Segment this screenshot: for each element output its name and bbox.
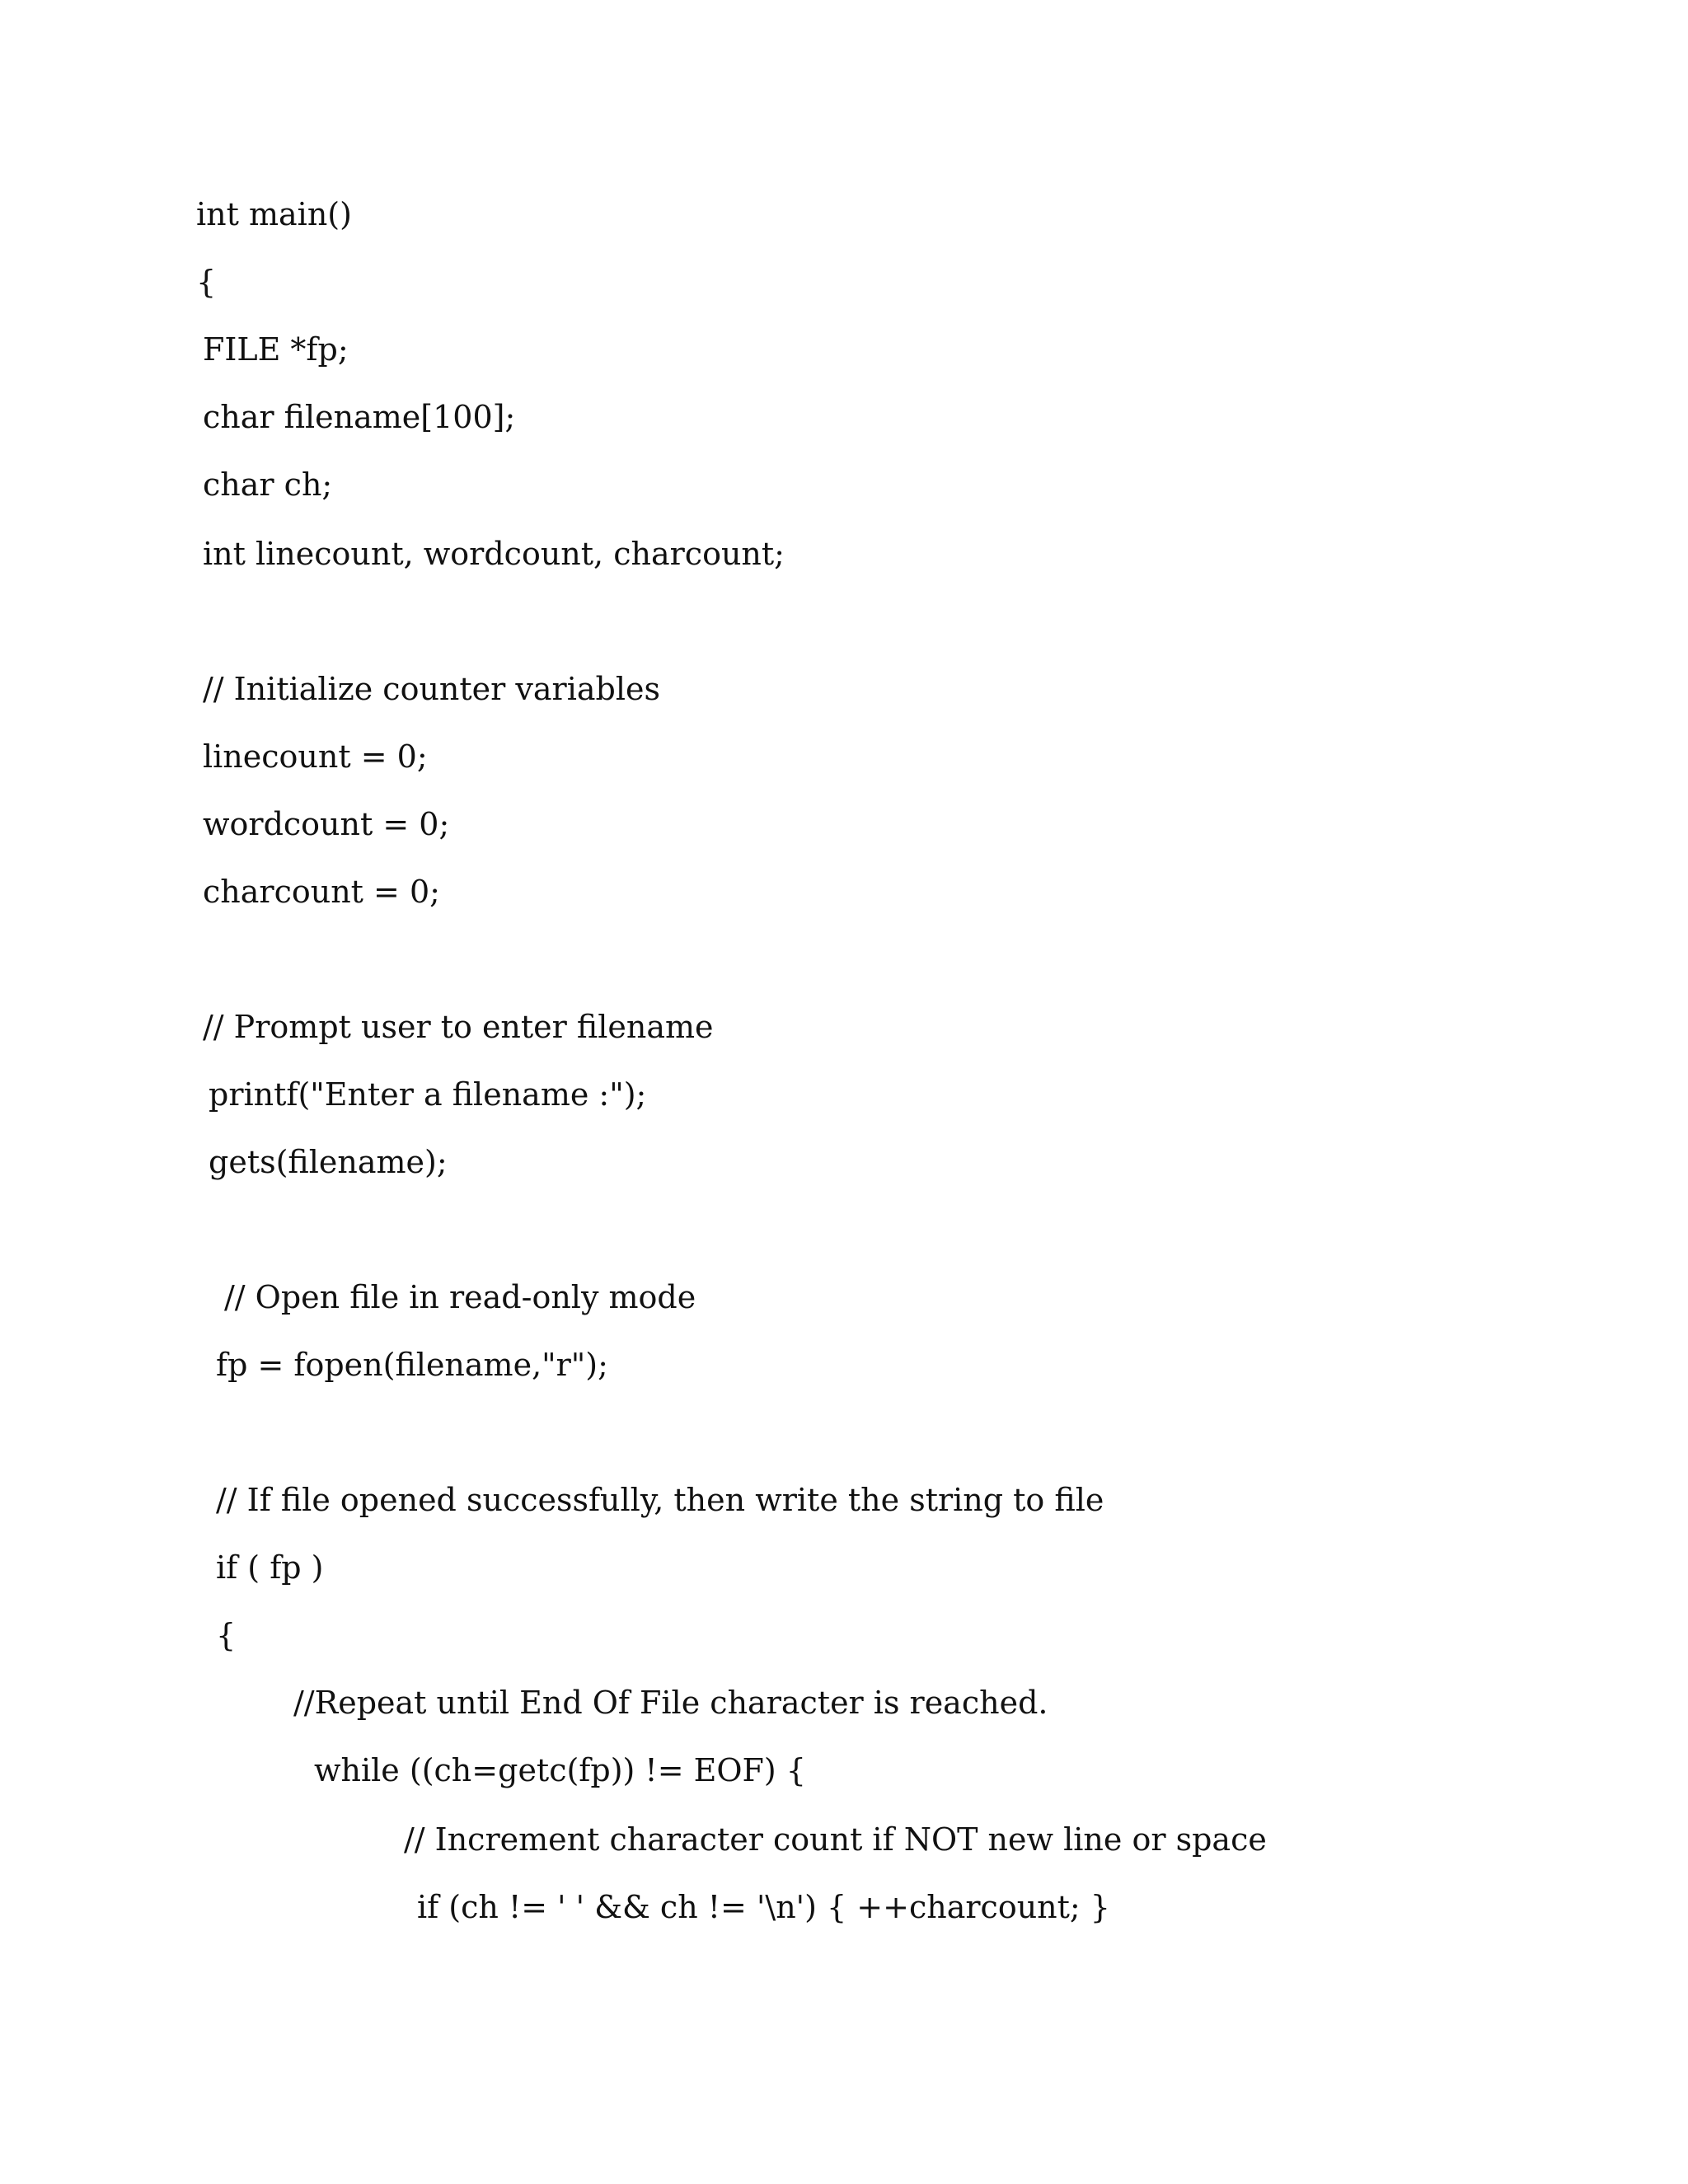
code-line-file-pointer: FILE *fp; <box>203 331 349 368</box>
code-line-main-signature: int main() <box>196 196 352 232</box>
code-line-wordcount-init: wordcount = 0; <box>203 806 450 842</box>
code-comment-repeat: //Repeat until End Of File character is reached. <box>293 1685 1048 1721</box>
code-comment-initialize: // Initialize counter variables <box>203 671 660 707</box>
code-comment-if-opened: // If file opened successfully, then write the string to file <box>216 1482 1104 1518</box>
code-comment-open-file: // Open file in read-only mode <box>224 1279 696 1315</box>
code-line-if-open-brace: { <box>216 1617 237 1653</box>
code-comment-prompt: // Prompt user to enter filename <box>203 1009 714 1045</box>
code-line-charcount-init: charcount = 0; <box>203 874 440 910</box>
code-line-while: while ((ch=getc(fp)) != EOF) { <box>314 1752 806 1788</box>
code-comment-increment: // Increment character count if NOT new line or space <box>404 1821 1267 1858</box>
code-line-linecount-init: linecount = 0; <box>203 738 428 775</box>
code-line-char-decl: char ch; <box>203 466 333 503</box>
code-line-counters-decl: int linecount, wordcount, charcount; <box>203 536 785 572</box>
code-line-filename-decl: char filename[100]; <box>203 399 516 435</box>
code-line-if-fp: if ( fp ) <box>216 1549 324 1586</box>
code-line-printf: printf("Enter a filename :"); <box>209 1076 647 1113</box>
code-line-gets: gets(filename); <box>209 1144 448 1180</box>
code-line-if-charcount: if (ch != ' ' && ch != '\n') { ++charcount; } <box>417 1889 1110 1925</box>
code-line-open-brace: { <box>196 264 217 300</box>
code-line-fopen: fp = fopen(filename,"r"); <box>216 1347 608 1383</box>
